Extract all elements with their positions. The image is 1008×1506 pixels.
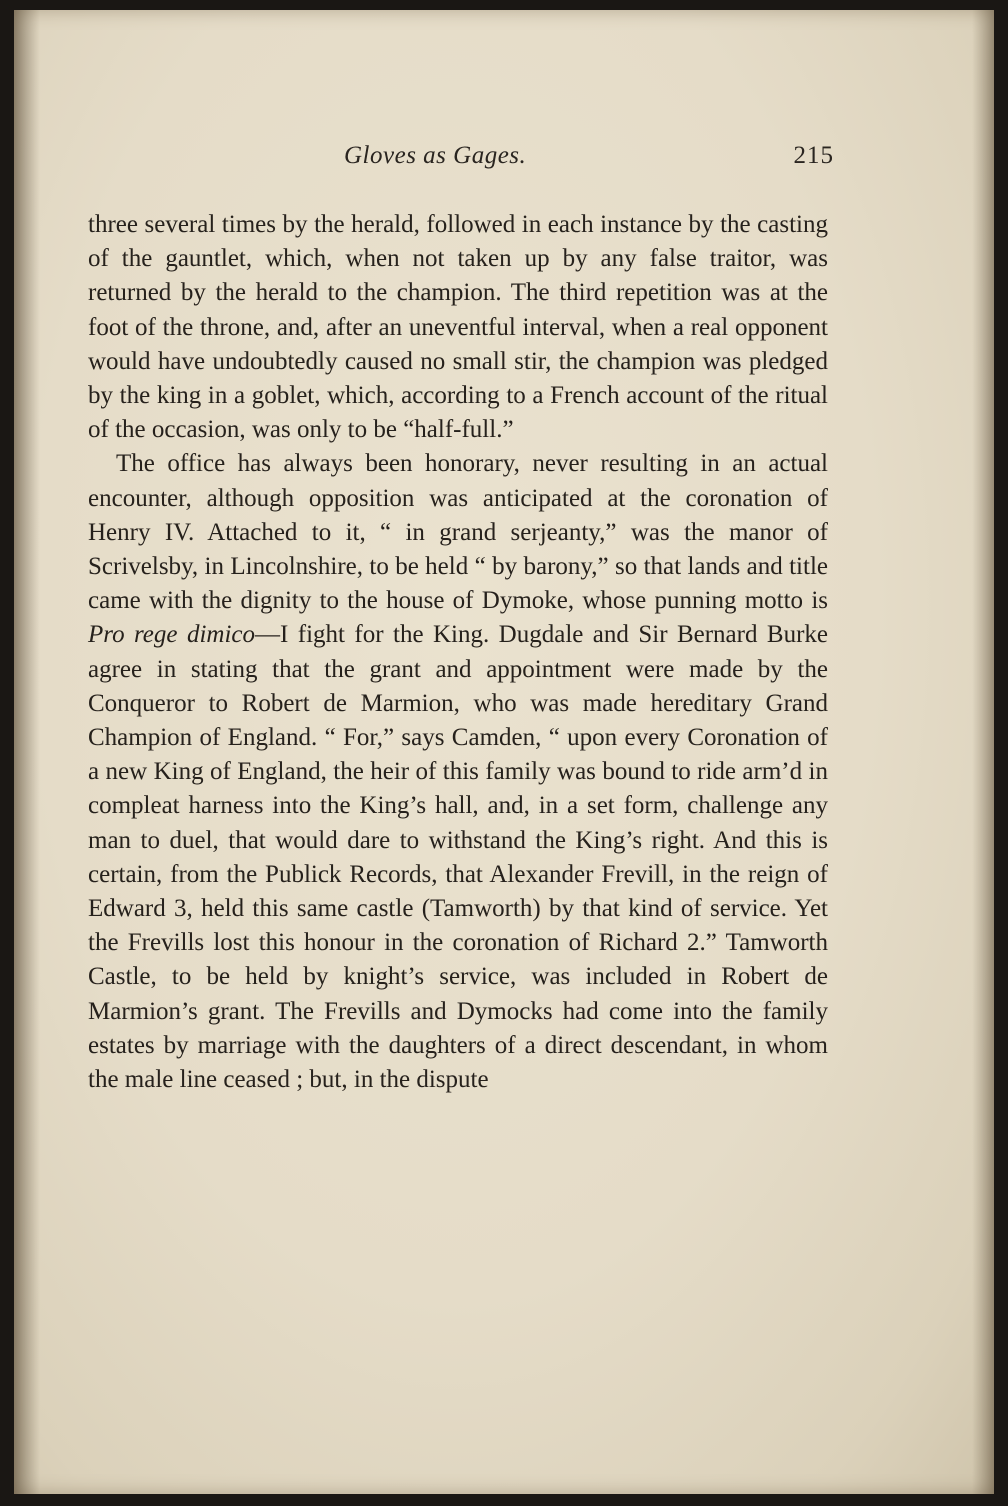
running-header (74, 142, 834, 182)
paragraph-2 (88, 447, 828, 1097)
latin-motto: Pro rege dimico (88, 621, 255, 649)
page-edge-shadow (972, 10, 994, 1494)
paragraph-2-text-start: The office has always been honorary, never resulting in an actual encounter, although opposition was anticipated at the coronation of Henry IV. Attached to it, “ in grand serjeanty,” was the manor of Scrivelsby, in Lincolnshire, to be held “ by barony,” so that lands and title came with the dignity to the house of Dymoke, whose punning motto is (88, 450, 828, 615)
book-page (14, 10, 994, 1494)
running-title: Gloves as Gages. (344, 142, 527, 169)
page-number: 215 (793, 142, 834, 169)
paragraph-1: three several times by the herald, followed in each instance by the casting of the gauntlet, which, when not taken up by any false traitor, was returned by the herald to the champion. The third repetition was at the foot of the throne, and, after an uneventful interval, when a real opponent would have undoubtedly caused no small stir, the champion was pledged by the king in a goblet, which, according to a French account of the ritual of the occasion, was only to be “half-full.” (88, 211, 828, 444)
paragraph-2-text-end: —I fight for the King. Dugdale and Sir Bernard Burke agree in stating that the grant and appointment were made by the Conqueror to Robert de Marmion, who was made hereditary Grand Champion of England. “ For,” says Camden, “ upon every Coronation of a new King of England, the heir of this family was bound to ride arm’d in compleat harness into the King’s hall, and, in a set form, challenge any man to duel, that would dare to withstand the King’s right. And this is certain, from the Publick Records, that Alexander Frevill, in the reign of Edward 3, held this same castle (Tamworth) by that kind of service. Yet the Frevills lost this honour in the coronation of Richard 2.” Tamworth Castle, to be held by knight’s service, was included in Robert de Marmion’s grant. The Frevills and Dymocks had come into the family estates by marriage with the daughters of a direct descendant, in whom the male line ceased ; but, in the dispute (88, 621, 829, 1094)
body-text (88, 208, 828, 1097)
page-gutter-shadow (14, 10, 40, 1494)
